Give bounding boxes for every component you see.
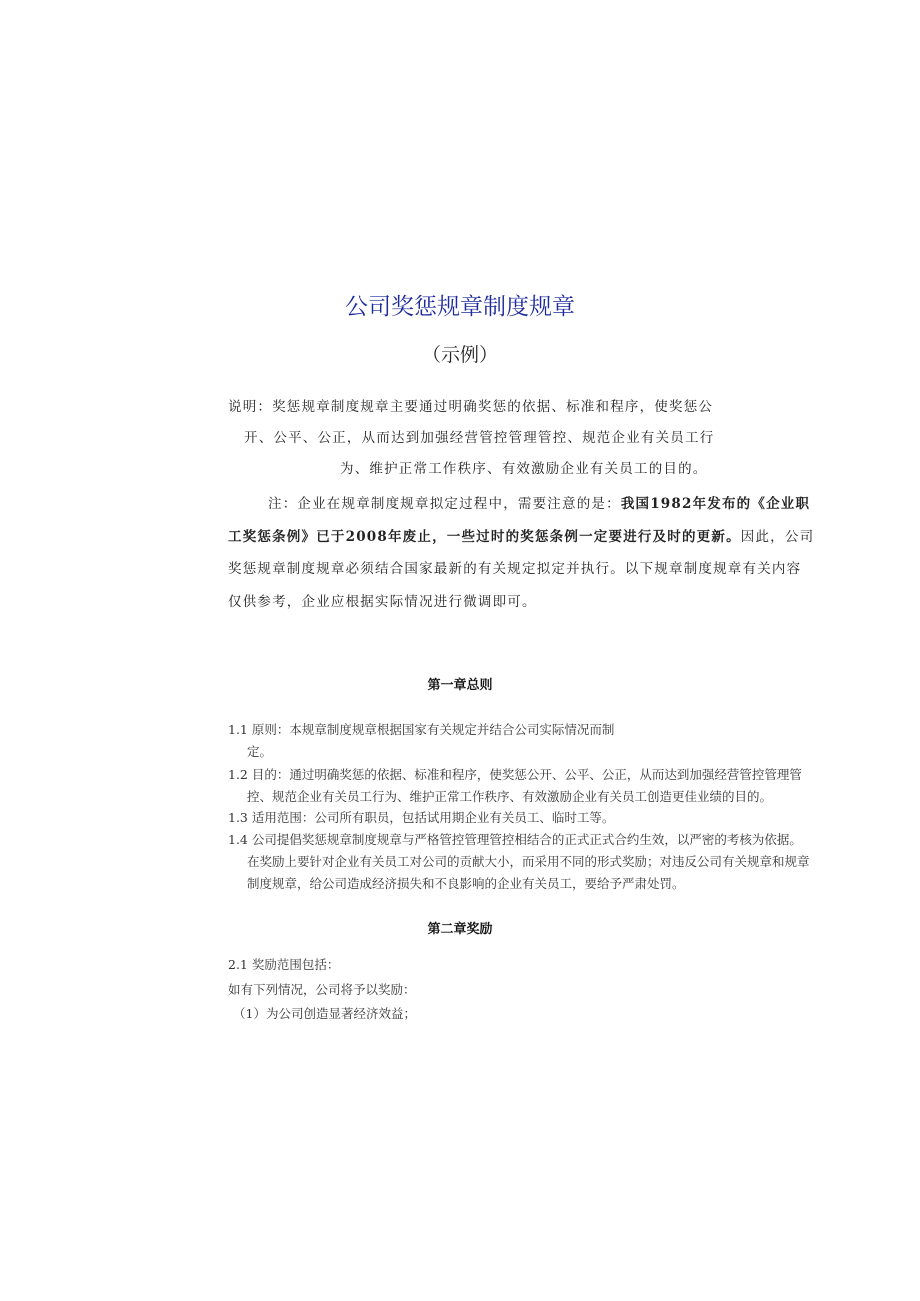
- note-line-2-bold: 工奖惩条例》已于2008年废止，一些过时的奖惩条例一定要进行及时的更新。: [228, 529, 741, 545]
- note-line-1: [268, 492, 810, 512]
- clause-2-1-item-1: （1）为公司创造显著经济效益；: [233, 1006, 416, 1021]
- document-title: 公司奖惩规章制度规章: [345, 294, 575, 320]
- clause-2-1: 2.1 奖励范围包括：: [228, 957, 340, 972]
- intro-line-3: 为、维护正常工作秩序、有效激励企业有关员工的目的。: [340, 461, 708, 477]
- clause-1-4-line-3: 制度规章，给公司造成经济损失和不良影响的企业有关员工，要给予严肃处罚。: [247, 876, 685, 891]
- clause-2-1-intro: 如有下列情况，公司将予以奖励：: [228, 982, 416, 997]
- intro-line-2: 开、公平、公正，从而达到加强经营管控管理管控、规范企业有关员工行: [244, 430, 715, 446]
- clause-1-4-line-2: 在奖励上要针对企业有关员工对公司的贡献大小，而采用不同的形式奖励；对违反公司有关规章和规章: [247, 854, 810, 869]
- document-subtitle: （示例）: [421, 344, 498, 366]
- clause-1-1-line-1: 1.1 原则：本规章制度规章根据国家有关规定并结合公司实际情况而制: [228, 722, 615, 737]
- chapter-2-heading: 第二章奖励: [427, 922, 493, 937]
- note-line-2: [228, 525, 814, 545]
- clause-1-2-line-2: 控、规范企业有关员工行为、维护正常工作秩序、有效激励企业有关员工创造更佳业绩的目的。: [247, 789, 773, 804]
- clause-1-3: 1.3 适用范围：公司所有职员，包括试用期企业有关员工、临时工等。: [228, 810, 615, 825]
- clause-1-4-line-1: 1.4 公司提倡奖惩规章制度规章与严格管控管理管控相结合的正式正式合约生效，以严密的考核为依据。: [228, 832, 802, 847]
- clause-1-1-line-2: 定。: [247, 744, 273, 759]
- note-line-4: 仅供参考，企业应根据实际情况进行微调即可。: [228, 594, 537, 610]
- note-line-3: 奖惩规章制度规章必须结合国家最新的有关规定拟定并执行。以下规章制度规章有关内容: [228, 561, 802, 577]
- intro-line-1: 说明：奖惩规章制度规章主要通过明确奖惩的依据、标准和程序，使奖惩公: [228, 399, 714, 415]
- note-line-1-bold: 我国1982年发布的《企业职: [620, 496, 811, 512]
- note-line-2-plain: 因此，公司: [740, 529, 815, 545]
- clause-1-2-line-1: 1.2 目的：通过明确奖惩的依据、标准和程序，使奖惩公开、公平、公正，从而达到加强经营管控管理管: [228, 767, 802, 782]
- note-line-1-plain: 注：企业在规章制度规章拟定过程中，需要注意的是：: [268, 496, 621, 512]
- chapter-1-heading: 第一章总则: [427, 678, 493, 693]
